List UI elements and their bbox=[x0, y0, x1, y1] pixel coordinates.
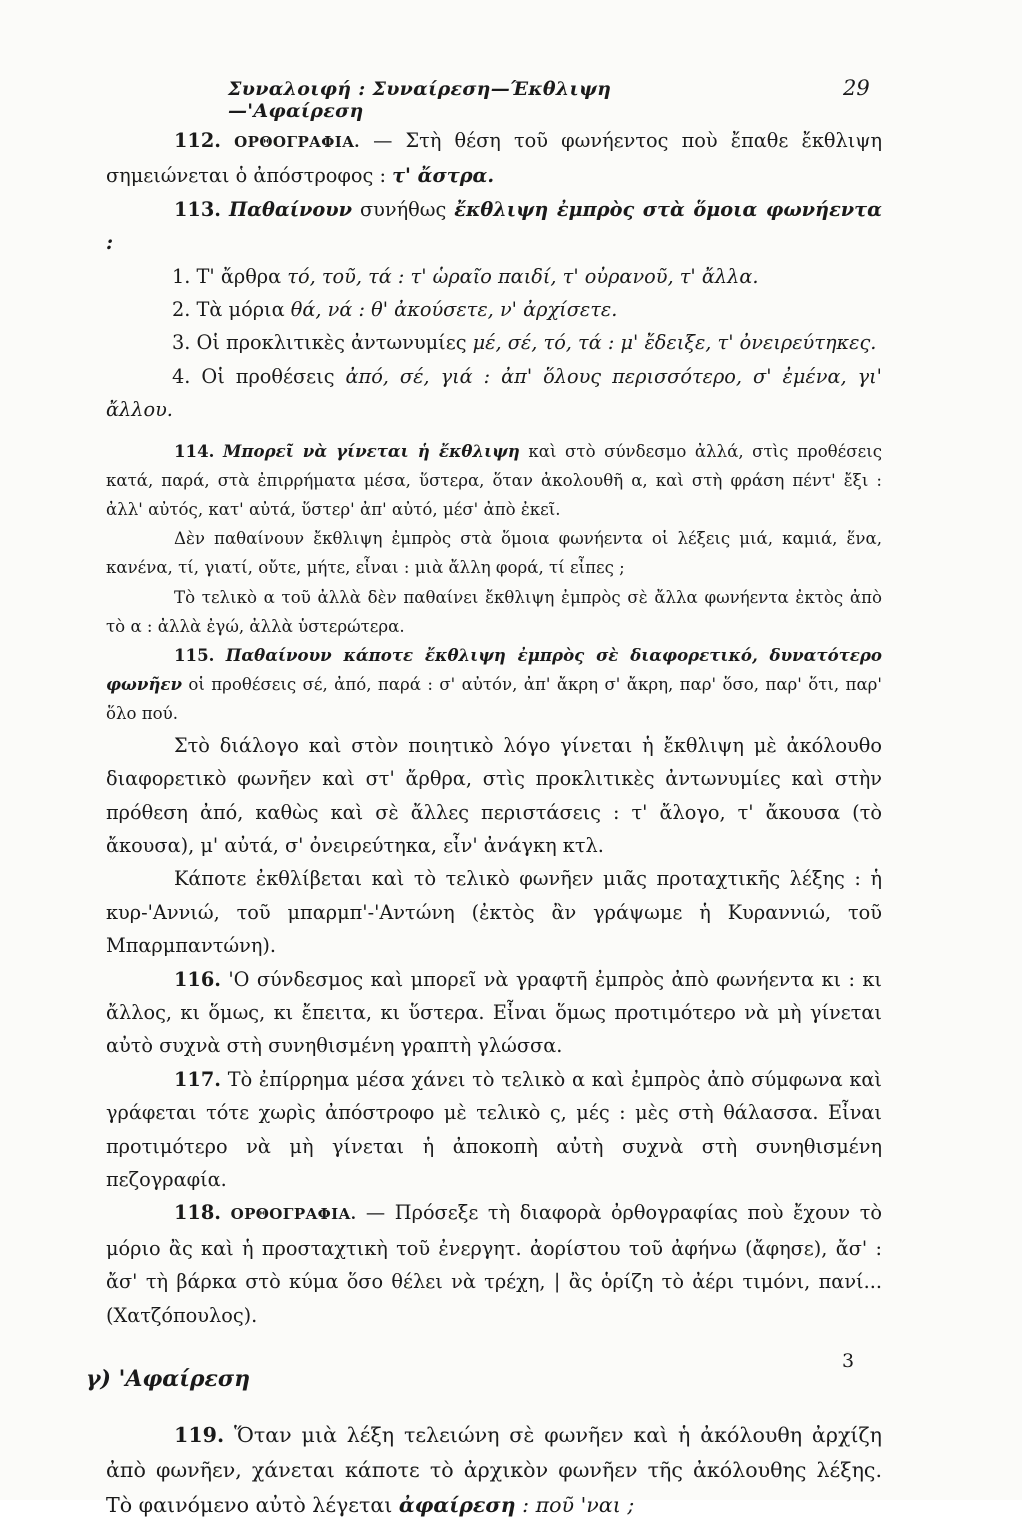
orthography-label: ΟΡΘΟΓΡΑΦΙΑ. bbox=[234, 133, 360, 151]
item-text: Οἱ προκλιτικὲς ἀντωνυμίες bbox=[196, 331, 473, 355]
item-text: Οἱ προθέσεις bbox=[201, 364, 346, 388]
paragraph-number: 118. bbox=[174, 1201, 221, 1225]
list-item bbox=[106, 326, 882, 359]
paragraph-heading: Μπορεῖ νὰ γίνεται ἡ ἔκθλιψη bbox=[223, 440, 520, 461]
paragraph-text: — Στὴ θέση τοῦ φωνήεντος ποὺ ἔπαθε ἔκθλιψη σημειώνεται ὁ ἀπόστροφος : bbox=[106, 129, 882, 188]
paragraph-heading-connector: συνήθως bbox=[352, 197, 455, 221]
item-number: 4. bbox=[172, 364, 191, 388]
paragraph-115-b: Στὸ διάλογο καὶ στὸν ποιητικὸ λόγο γίνεται ἡ ἔκθλιψη μὲ ἀκόλουθο διαφορετικὸ φωνῆεν καὶ στ' ἄρθρα, στὶς προκλιτικὲς ἀντωνυμίες καὶ στὴν πρόθεση ἀπό, καθὼς καὶ σὲ ἄλλες περιστάσεις : τ' ἄλογο, τ' ἄκουσα (τὸ ἄκουσα), μ' αὐτά, σ' ὀνειρεύτηκα, εἶν' ἀνάγκη κτλ. bbox=[106, 733, 882, 857]
item-number: 2. bbox=[172, 298, 191, 322]
section-title: γ) 'Αφαίρεση bbox=[86, 1366, 251, 1392]
paragraph-number: 112. bbox=[174, 129, 221, 152]
paragraph-number: 114. bbox=[174, 440, 215, 461]
paragraph-115 bbox=[106, 641, 882, 729]
paragraph-text: οἱ προθέσεις σέ, ἀπό, παρά : σ' αὐτόν, ἀπ' ἄκρη σ' ἄκρη, παρ' ὅσο, παρ' ὅτι, παρ' ὅλο πού. bbox=[106, 675, 882, 724]
paragraph-text: καὶ στὸ σύνδεσμο ἀλλά, στὶς προθέσεις κατά, παρά, στὰ ἐπιρρήματα μέσα, ὕστερα, ὅταν ἀκολουθῆ α, καὶ στὴ φράση πέντ' ἔξι : ἀλλ' αὐτός, κατ' αὐτά, ὕστερ' ἀπ' αὐτό, μέσ' ἀπὸ ἐκεῖ. bbox=[106, 441, 882, 520]
paragraph-number: 119. bbox=[174, 1423, 225, 1447]
paragraph-114-b: Δὲν παθαίνουν ἔκθλιψη ἐμπρὸς στὰ ὅμοια φωνήεντα οἱ λέξεις μιά, καμιά, ἕνα, κανένα, τί, γιατί, οὔτε, μήτε, εἶναι : μιὰ ἄλλη φορά, τί εἶπες ; bbox=[106, 529, 882, 578]
page-number: 29 bbox=[843, 76, 870, 100]
paragraph-116 bbox=[106, 963, 882, 1063]
paragraph-text: 'Ο σύνδεσμος καὶ μπορεῖ νὰ γραφτῆ ἐμπρὸς ἀπὸ φωνήεντα κι : κι ἄλλος, κι ὅμως, κι ἔπειτα, κι ὕστερα. Εἶναι ὅμως προτιμότερο νὰ μὴ γίνεται αὐτὸ συχνὰ στὴ συνηθισμένη γραπτὴ γλώσσα. bbox=[106, 967, 882, 1058]
paragraph-number: 115. bbox=[174, 645, 215, 666]
paragraph-112 bbox=[106, 124, 882, 193]
paragraph-118 bbox=[106, 1196, 882, 1332]
orthography-label: ΟΡΘΟΓΡΑΦΙΑ. bbox=[230, 1205, 357, 1224]
paragraph-number: 113. bbox=[174, 197, 221, 221]
paragraph-heading: Παθαίνουν κάποτε ἔκθλιψη ἐμπρὸς σὲ διαφορετικό, δυνατότερο φωνῆεν bbox=[106, 645, 882, 695]
list-item bbox=[106, 360, 882, 427]
example-text: τ' ἄστρα. bbox=[392, 164, 495, 188]
paragraph-114-c: Τὸ τελικὸ α τοῦ ἀλλὰ δὲν παθαίνει ἔκθλιψη ἐμπρὸς σὲ ἄλλα φωνήεντα ἐκτὸς ἀπὸ τὸ α : ἀλλὰ ἐγώ, ἀλλὰ ὑστερώτερα. bbox=[106, 587, 882, 636]
item-text: Τ' ἄρθρα bbox=[196, 264, 288, 288]
item-number: 1. bbox=[172, 264, 191, 288]
list-item bbox=[106, 260, 882, 293]
list-item bbox=[106, 293, 882, 326]
paragraph-115-c: Κάποτε ἐκθλίβεται καὶ τὸ τελικὸ φωνῆεν μιᾶς προταχτικῆς λέξης : ἡ κυρ-'Αννιώ, τοῦ μπαρμπ'-'Αντώνη (ἐκτὸς ἂν γράψωμε ἡ Κυραννιώ, τοῦ Μπαρμπαντώνη). bbox=[106, 867, 882, 958]
item-example: τό, τοῦ, τά : τ' ὡραῖο παιδί, τ' οὐρανοῦ, τ' ἄλλα. bbox=[287, 264, 759, 288]
item-example: μέ, σέ, τό, τά : μ' ἔδειξε, τ' ὀνειρεύτηκες. bbox=[472, 331, 877, 355]
paragraph-text: Τὸ ἐπίρρημα μέσα χάνει τὸ τελικὸ α καὶ ἐμπρὸς ἀπὸ σύμφωνα καὶ γράφεται τότε χωρὶς ἀπόστροφο μὲ τελικὸ ς, μές : μὲς στὴ θάλασσα. Εἶναι προτιμότερο νὰ μὴ γίνεται ἡ ἀποκοπὴ αὐτὴ συχνὰ στὴ συνηθισμένη πεζογραφία. bbox=[106, 1067, 882, 1191]
item-example: ἀπό, σέ, γιά : ἀπ' ὅλους περισσότερο, σ' ἐμένα, γι' ἄλλου. bbox=[106, 364, 882, 422]
paragraph-number: 117. bbox=[174, 1067, 221, 1091]
running-head: Συναλοιφή : Συναίρεση—Έκθλιψη—'Αφαίρεση bbox=[228, 78, 612, 122]
paragraph-119 bbox=[106, 1418, 882, 1523]
paragraph-text: — Πρόσεξε τὴ διαφορὰ ὀρθογραφίας ποὺ ἔχουν τὸ μόριο ἂς καὶ ἡ προσταχτικὴ τοῦ ἐνεργητ. ἀορίστου τοῦ ἀφήνω (ἄφησε), ἄσ' : ἄσ' τὴ βάρκα στὸ κύμα ὅσο θέλει νὰ τρέχη, | ἂς ὁρίζη τὸ ἀέρι τιμόνι, πανί... (Χατζόπουλος). bbox=[106, 1201, 882, 1327]
item-text: Τὰ μόρια bbox=[196, 298, 291, 322]
example-text: : ποῦ 'ναι ; bbox=[515, 1493, 635, 1517]
paragraph-113 bbox=[106, 193, 882, 260]
paragraph-text: Ὅταν μιὰ λέξη τελειώνη σὲ φωνῆεν καὶ ἡ ἀκόλουθη ἀρχίζη ἀπὸ φωνῆεν, χάνεται κάποτε τὸ ἀρχικὸν φωνῆεν τῆς ἀκόλουθης λέξης. Τὸ φαινόμενο αὐτὸ λέγεται bbox=[106, 1423, 882, 1517]
item-number: 3. bbox=[172, 331, 191, 355]
page-body bbox=[86, 124, 882, 1523]
paragraph-117 bbox=[106, 1063, 882, 1197]
paragraph-heading: Παθαίνουν bbox=[228, 197, 353, 221]
item-example: θά, νά : θ' ἀκούσετε, ν' ἀρχίσετε. bbox=[290, 298, 618, 322]
paragraph-114 bbox=[106, 437, 882, 525]
printer-signature: 3 bbox=[842, 1350, 855, 1372]
defined-term: ἀφαίρεση bbox=[398, 1493, 516, 1517]
paragraph-heading-rest: ἔκθλιψη ἐμπρὸς στὰ ὅμοια φωνήεντα : bbox=[106, 197, 882, 255]
paragraph-number: 116. bbox=[174, 967, 221, 991]
